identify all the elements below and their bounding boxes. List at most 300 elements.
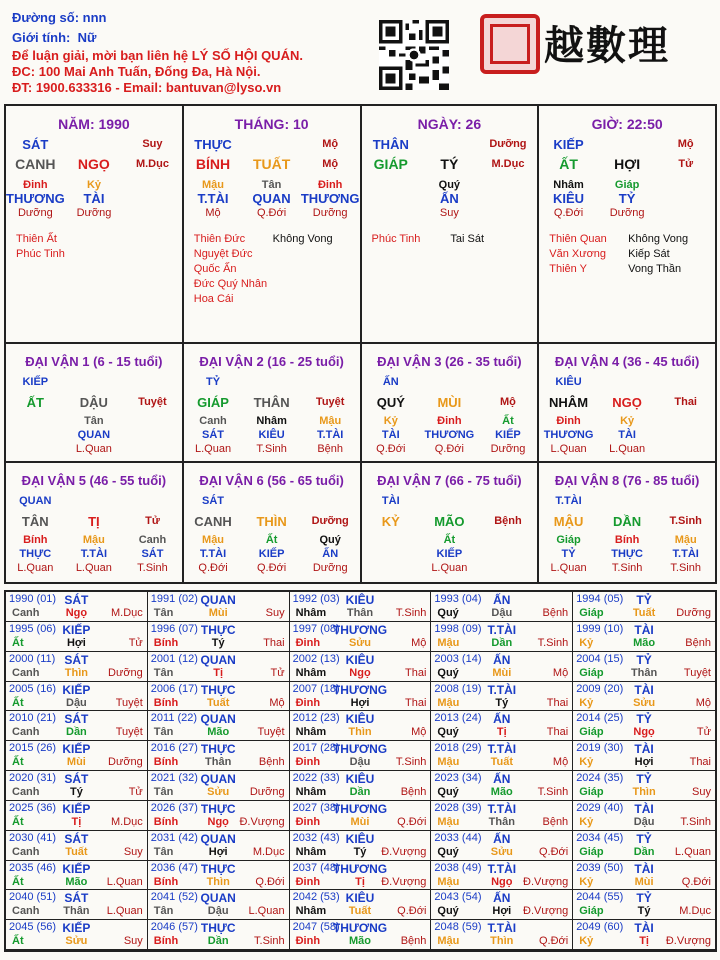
dai-van-title: ĐẠI VẬN 8 (76 - 85 tuổi) [554, 473, 700, 488]
year-stem: Mậu [437, 875, 460, 888]
year-label: 2038 (49) [434, 861, 482, 874]
hidden-stem: Quý [438, 179, 461, 191]
ten-god-label: QUAN [19, 495, 52, 507]
dai-van-2 [184, 344, 362, 461]
year-stage: Đ.Vượng [381, 875, 427, 888]
heavenly-stem: TÂN [21, 513, 49, 529]
chart-name-line [12, 10, 107, 26]
pillar-hour [539, 106, 715, 342]
year-ten-god: KIẾP [62, 801, 91, 816]
year-stem: Quý [437, 786, 459, 798]
year-stage: Thai [546, 726, 569, 739]
year-stage: Dưỡng [249, 786, 285, 798]
year-ten-god: ẤN [493, 593, 511, 607]
dai-van-title: ĐẠI VẬN 5 (46 - 55 tuổi) [21, 473, 167, 488]
year-cell [6, 890, 148, 920]
year-stage: L.Quan [248, 905, 285, 918]
heavenly-stem: CANH [15, 156, 56, 172]
year-stage: Thai [404, 666, 427, 679]
year-cell [290, 920, 432, 950]
hidden-stage: L.Quan [17, 562, 54, 574]
ten-god-label: KIÊU [555, 376, 582, 388]
year-branch: Mão [633, 636, 656, 649]
heavenly-stem: CANH [194, 513, 232, 529]
hidden-stage: T.Sinh [611, 562, 643, 574]
year-branch: Ngọ [65, 607, 88, 619]
hidden-stems-row [184, 533, 360, 579]
hidden-stems-row [6, 178, 182, 226]
year-stage: Mộ [695, 696, 711, 709]
year-branch: Tị [71, 815, 82, 828]
year-label: 2004 (15) [576, 652, 624, 665]
year-label: 2015 (26) [9, 742, 57, 755]
year-ten-god: T.TÀI [487, 622, 517, 637]
hidden-stage: Q.Đới [376, 443, 406, 455]
year-cell [573, 920, 715, 950]
year-stem: Tân [153, 726, 174, 739]
pillar-title: THÁNG: 10 [234, 116, 309, 132]
year-stage: Mộ [411, 726, 427, 739]
special-stars [362, 226, 538, 247]
year-cell [431, 861, 573, 891]
dai-van-stem-branch-row [6, 392, 182, 412]
hidden-stage: L.Quan [550, 562, 587, 574]
year-ten-god: TÀI [634, 742, 654, 757]
year-stage: Q.Đới [538, 845, 569, 858]
year-branch: Tý [637, 905, 651, 918]
pillar-top-row [362, 134, 538, 154]
year-cell [431, 592, 573, 622]
year-ten-god: THỰC [200, 921, 236, 936]
year-branch: Dần [491, 636, 513, 649]
hidden-stems-row [362, 414, 538, 460]
year-ten-god: THƯƠNG [332, 742, 388, 757]
earthly-branch: TUẤT [252, 156, 291, 172]
hidden-stem-column [420, 533, 479, 575]
year-stem: Quý [437, 666, 459, 679]
year-label: 2025 (36) [9, 801, 57, 814]
stars-left [194, 232, 273, 307]
year-label: 2023 (34) [434, 772, 482, 784]
hidden-stem: Mậu [202, 534, 225, 546]
year-branch: Sửu [65, 935, 88, 948]
stage-label: Tuyệt [315, 396, 345, 408]
hidden-stage: Dưỡng [17, 207, 53, 219]
earthly-branch: MÃO [434, 513, 465, 529]
heavenly-stem: GIÁP [197, 394, 229, 410]
year-ten-god: SÁT [64, 652, 89, 667]
year-label: 2000 (11) [9, 652, 56, 665]
year-stem: Đinh [295, 696, 321, 709]
special-star: Hoa Cái [193, 293, 234, 305]
hidden-stem-column [598, 178, 657, 220]
stage-label: Dưỡng [311, 515, 349, 527]
year-branch: Hợi [350, 696, 370, 709]
year-branch: Tuất [348, 905, 372, 918]
year-stem: Quý [437, 607, 459, 619]
year-label: 2042 (53) [292, 891, 340, 904]
year-stage: M.Dục [679, 905, 711, 918]
year-branch: Sửu [633, 696, 656, 709]
hidden-stems-row [539, 533, 715, 579]
year-ten-god: TÀI [634, 801, 654, 816]
year-cell [148, 801, 290, 831]
year-branch: Tuất [490, 756, 513, 769]
year-label: 2019 (30) [576, 742, 624, 755]
special-star: Thiên Quan [549, 233, 607, 245]
year-label: 2002 (13) [292, 652, 340, 665]
year-cell [573, 622, 715, 652]
year-label: 2018 (29) [434, 742, 482, 755]
year-stem: Kỷ [579, 696, 594, 709]
year-branch: Ngọ [207, 815, 229, 828]
year-ten-god: SÁT [64, 712, 89, 727]
ten-god-label: ẤN [382, 376, 399, 388]
dai-van-title: ĐẠI VẬN 7 (66 - 75 tuổi) [377, 473, 522, 488]
year-label: 2032 (43) [292, 831, 340, 844]
stage-label: Tử [678, 158, 694, 170]
year-ten-god: TỶ [636, 712, 652, 727]
year-label: 2037 (48) [292, 861, 340, 874]
hidden-stems-row [362, 533, 538, 579]
hidden-ten-god: T.TÀI [199, 548, 227, 560]
dai-van-top-row [362, 491, 538, 511]
year-label: 2027 (38) [292, 801, 340, 814]
year-stem: Mậu [437, 815, 460, 828]
year-stem: Kỷ [579, 756, 594, 769]
special-star: Vong Thần [628, 263, 682, 275]
year-stage: Suy [123, 845, 143, 858]
hidden-stems-row [6, 533, 182, 579]
hidden-stems-row [6, 414, 182, 460]
year-branch: Tị [213, 666, 224, 679]
address-line: ĐC: 100 Mai Anh Tuấn, Đống Đa, Hà Nội. [12, 64, 261, 79]
year-stage: Tuyệt [683, 666, 711, 679]
year-stage: Tử [128, 786, 143, 798]
stage-label: T.Sinh [669, 515, 702, 527]
year-ten-god: KIẾP [62, 861, 91, 876]
header [0, 0, 720, 104]
hidden-stem: Mậu [82, 534, 105, 546]
hidden-stem-column [242, 414, 301, 456]
hidden-stem-column [184, 178, 243, 220]
year-label: 2013 (24) [434, 712, 482, 725]
dai-van-6 [184, 463, 362, 582]
hidden-ten-god: KIÊU [553, 191, 585, 206]
year-ten-god: THỰC [200, 801, 236, 816]
hidden-stem: Ất [502, 415, 514, 427]
dai-van-title: ĐẠI VẬN 6 (56 - 65 tuổi) [199, 473, 344, 488]
year-stem: Đinh [295, 756, 321, 769]
year-stem: Bính [153, 696, 179, 709]
year-ten-god: QUAN [200, 593, 236, 607]
year-branch: Mùi [492, 666, 512, 679]
hidden-ten-god: THỰC [19, 548, 52, 560]
year-branch: Thân [488, 815, 515, 828]
ten-god-label: TỶ [206, 376, 221, 388]
year-branch: Mùi [634, 875, 654, 888]
hidden-ten-god: TỶ [561, 548, 576, 560]
year-stage: M.Dục [252, 845, 285, 858]
year-ten-god: THƯƠNG [332, 682, 388, 697]
year-ten-god: TÀI [634, 861, 654, 876]
heavenly-stem: GIÁP [373, 156, 408, 172]
year-cell [148, 682, 290, 712]
stage-label: Mộ [322, 158, 339, 170]
dai-van-title: ĐẠI VẬN 1 (6 - 15 tuổi) [25, 354, 163, 369]
year-stage: Bệnh [542, 815, 569, 828]
year-stage: Q.Đới [681, 875, 711, 888]
hidden-ten-god: T.TÀI [672, 548, 699, 560]
dai-van-row-2 [6, 463, 715, 582]
year-branch: Tị [496, 726, 507, 739]
year-cell [290, 890, 432, 920]
hidden-stem-column [301, 178, 360, 220]
year-branch: Mùi [208, 607, 228, 619]
year-cell [431, 831, 573, 861]
year-stem: Canh [12, 786, 40, 798]
hidden-ten-god: KIẾP [436, 548, 463, 560]
year-label: 2047 (58) [292, 921, 340, 934]
year-label: 1990 (01) [9, 593, 57, 605]
dai-van-3 [362, 344, 540, 461]
hidden-stem: Tân [261, 179, 282, 191]
heavenly-stem: QUÝ [376, 394, 405, 410]
year-cell [431, 682, 573, 712]
hidden-ten-god: T.TÀI [317, 429, 344, 441]
ten-god-label: SÁT [202, 495, 225, 507]
year-stem: Bính [153, 756, 179, 769]
year-label: 1992 (03) [292, 593, 340, 605]
year-ten-god: KIẾP [62, 622, 91, 637]
dai-van-row-1 [6, 344, 715, 463]
annual-luck-table [4, 590, 717, 952]
year-ten-god: TỶ [636, 593, 652, 607]
year-stem: Tân [153, 845, 174, 858]
dai-van-top-row [6, 372, 182, 392]
stage-label: Tuyệt [138, 396, 167, 408]
seal-logo [480, 14, 540, 74]
year-stage: Dưỡng [108, 756, 143, 769]
year-branch: Dần [349, 786, 371, 798]
year-ten-god: QUAN [200, 831, 236, 846]
year-branch: Tuất [65, 845, 88, 858]
dai-van-stem-branch-row [539, 392, 715, 412]
year-ten-god: TỶ [636, 772, 652, 786]
year-stem: Canh [12, 726, 40, 739]
special-star: Phúc Tinh [16, 248, 65, 260]
pillar-stem-branch-row [539, 154, 715, 174]
year-cell [6, 771, 148, 801]
hidden-stage: Dưỡng [312, 562, 348, 574]
year-ten-god: THỰC [200, 622, 236, 637]
dai-van-top-row [539, 491, 715, 511]
year-stem: Đinh [295, 636, 321, 649]
year-label: 2039 (50) [576, 861, 624, 874]
hidden-ten-god: T.TÀI [197, 191, 229, 206]
year-cell [290, 711, 432, 741]
hidden-ten-god: THƯƠNG [300, 191, 360, 206]
ten-god-label: THÂN [372, 136, 409, 152]
year-cell [573, 861, 715, 891]
year-cell [6, 652, 148, 682]
year-stage: Q.Đới [255, 875, 285, 888]
year-label: 2041 (52) [150, 891, 198, 904]
year-cell [6, 592, 148, 622]
year-ten-god: T.TÀI [487, 861, 517, 876]
year-ten-god: KIÊU [345, 652, 375, 667]
qr-code-icon[interactable] [379, 20, 449, 90]
hidden-stem-column [6, 178, 65, 220]
year-ten-god: THƯƠNG [332, 921, 388, 936]
hidden-stage: Q.Đới [257, 562, 287, 574]
year-stem: Nhâm [295, 607, 327, 619]
year-ten-god: THƯƠNG [332, 801, 388, 816]
year-stem: Giáp [579, 905, 604, 918]
hidden-stem: Kỷ [86, 179, 101, 191]
year-cell [148, 831, 290, 861]
special-stars [184, 226, 360, 307]
special-star: Không Vong [272, 233, 333, 245]
year-stage: Bệnh [685, 636, 711, 649]
hidden-stage: Q.Đới [256, 207, 287, 219]
earthly-branch: HỢI [614, 156, 641, 172]
hidden-stems-row [539, 414, 715, 460]
year-stage: M.Dục [111, 815, 143, 828]
year-branch: Tuất [632, 607, 656, 619]
year-stage: T.Sinh [254, 935, 285, 948]
ten-god-label: THỰC [194, 136, 232, 152]
year-stage: Bệnh [258, 756, 285, 769]
year-branch: Mùi [350, 815, 370, 828]
year-stage: T.Sinh [537, 786, 569, 798]
year-stem: Bính [153, 935, 179, 948]
year-label: 2044 (55) [576, 891, 624, 904]
year-branch: Sửu [348, 636, 371, 649]
year-cell [290, 801, 432, 831]
chart-grid [4, 104, 717, 584]
special-star: Quốc Ấn [193, 263, 237, 275]
contact-invite: Để luận giải, mời bạn liên hệ LÝ SỐ HỘI QUÁN. [12, 48, 303, 63]
year-ten-god: TỶ [636, 831, 652, 846]
year-label: 2012 (23) [292, 712, 340, 725]
year-stem: Mậu [437, 636, 460, 649]
year-cell [148, 920, 290, 950]
pillar-title: NĂM: 1990 [58, 116, 130, 132]
year-stage: Bệnh [542, 607, 569, 619]
year-stage: Suy [692, 786, 711, 798]
dai-van-stem-branch-row [184, 392, 360, 412]
hidden-ten-god: THƯƠNG [6, 191, 65, 206]
year-stem: Đinh [295, 815, 321, 828]
hidden-stem-column [65, 178, 124, 220]
year-cell [431, 801, 573, 831]
year-label: 2036 (47) [150, 861, 198, 874]
year-stem: Giáp [579, 726, 604, 739]
year-ten-god: KIÊU [345, 712, 375, 727]
hidden-stem: Đinh [317, 179, 343, 191]
year-stage: Mộ [411, 636, 427, 649]
year-ten-god: THỰC [200, 742, 236, 757]
year-stem: Canh [12, 607, 40, 619]
hidden-stem-column [123, 533, 182, 575]
hidden-stem: Kỷ [620, 415, 635, 427]
year-label: 2035 (46) [9, 861, 57, 874]
hidden-stem-column [184, 533, 243, 575]
year-ten-god: KIÊU [345, 772, 375, 786]
year-stem: Quý [437, 905, 459, 918]
year-stage: L.Quan [106, 875, 143, 888]
year-stage: Suy [123, 935, 143, 948]
year-label: 2016 (27) [150, 742, 198, 755]
year-label: 2006 (17) [150, 682, 198, 695]
year-stage: Đ.Vượng [523, 875, 569, 888]
year-branch: Mão [65, 875, 88, 888]
stars-right [273, 232, 352, 307]
dai-van-stem-branch-row [362, 392, 538, 412]
hidden-stems-row [362, 178, 538, 226]
stage-label: Bệnh [494, 515, 522, 527]
gender-label: Giới tính: [12, 30, 71, 45]
year-label: 2008 (19) [434, 682, 482, 695]
year-stem: Ất [12, 875, 24, 888]
year-ten-god: SÁT [64, 831, 89, 846]
stage-label: M.Dục [491, 158, 525, 170]
year-label: 2011 (22) [150, 712, 198, 725]
year-label: 2028 (39) [434, 801, 482, 814]
year-stage: T.Sinh [680, 815, 711, 828]
year-cell [6, 682, 148, 712]
seal-frame [490, 24, 530, 64]
year-cell [573, 682, 715, 712]
year-branch: Thìn [64, 666, 88, 679]
hidden-ten-god: QUAN [77, 429, 111, 441]
year-branch: Dần [633, 845, 655, 858]
dai-van-title: ĐẠI VẬN 2 (16 - 25 tuổi) [199, 354, 344, 369]
year-ten-god: ẤN [493, 772, 511, 786]
hidden-ten-god: TÀI [83, 191, 105, 206]
hidden-ten-god: ẤN [322, 548, 339, 560]
hidden-stem-column [65, 533, 124, 575]
year-cell [6, 622, 148, 652]
hidden-ten-god: SÁT [141, 548, 164, 560]
year-cell [6, 861, 148, 891]
year-branch: Tý [353, 845, 367, 858]
year-cell [148, 771, 290, 801]
year-branch: Tý [495, 696, 509, 709]
year-ten-god: TỶ [636, 652, 652, 667]
hidden-stage: L.Quan [75, 443, 112, 455]
year-branch: Dậu [349, 756, 371, 769]
year-stem: Quý [437, 726, 459, 739]
hidden-stem: Đinh [437, 415, 462, 427]
year-cell [290, 652, 432, 682]
year-branch: Hợi [208, 845, 228, 858]
year-branch: Hợi [492, 905, 512, 918]
year-label: 2001 (12) [150, 652, 198, 665]
year-ten-god: T.TÀI [487, 921, 517, 936]
year-branch: Mão [207, 726, 230, 739]
year-stage: Đ.Vượng [239, 815, 285, 828]
hidden-stems-row [539, 178, 715, 226]
brand-logo-text: 越數理 [544, 22, 670, 69]
year-stage: L.Quan [106, 905, 143, 918]
hidden-stem-column [598, 414, 657, 456]
hidden-stem-column [242, 533, 301, 575]
hidden-stage: L.Quan [194, 443, 232, 455]
year-ten-god: TÀI [634, 682, 654, 697]
pillar-day [362, 106, 540, 342]
